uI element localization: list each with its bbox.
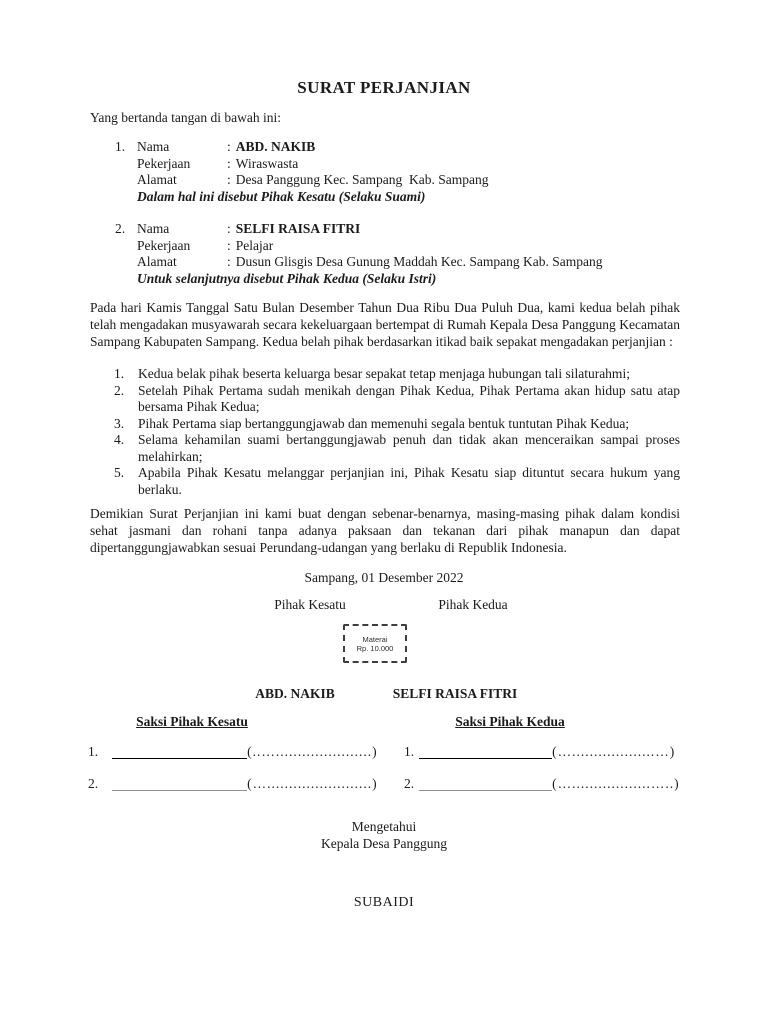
- field-value-occupation: Wiraswasta: [235, 155, 299, 171]
- colon-separator: :: [227, 172, 231, 187]
- colon-separator: :: [227, 139, 231, 154]
- field-label: Alamat: [137, 254, 177, 269]
- colon-separator: :: [227, 155, 231, 171]
- party-2: [90, 221, 680, 287]
- witness-paren-dots: (…........................): [247, 776, 378, 791]
- witness-number: 1.: [404, 744, 415, 759]
- opening-paragraph: Pada hari Kamis Tanggal Satu Bulan Desember Tahun Dua Ribu Dua Puluh Dua, kami kedua belah pihak telah mengadakan musyawarah secara kekeluargaan bertempat di Rumah Kepala Desa Panggung Kecamatan Sampang Kabupaten Sampang. Kedua belah pihak berdasarkan itikad baik sepakat mengadakan perjanjian :: [90, 300, 680, 349]
- signature-blank-line: [419, 778, 552, 791]
- colon-separator: :: [227, 254, 231, 269]
- signature-blank-line: [112, 778, 247, 791]
- party-1-alamat-row: [90, 172, 680, 189]
- party-1: [90, 139, 680, 205]
- party-1-pekerjaan-row: [90, 156, 680, 173]
- term-item: [90, 366, 680, 383]
- witness-number: 2.: [88, 776, 99, 791]
- term-number: 1.: [114, 366, 125, 381]
- witness-paren-dots: (…...................…): [552, 744, 676, 759]
- colon-separator: :: [227, 221, 231, 236]
- signature-blank-line: [419, 746, 552, 759]
- field-label: Alamat: [137, 172, 177, 187]
- term-item: [90, 383, 680, 416]
- term-text: Apabila Pihak Kesatu melanggar perjanjian ini, Pihak Kesatu siap dituntut secara hukum yang berlaku.: [138, 465, 680, 497]
- party-number: 1.: [115, 139, 126, 154]
- endorsement-line2: Kepala Desa Panggung: [321, 836, 447, 851]
- endorsement-line1: Mengetahui: [351, 819, 417, 834]
- signature-name-kesatu: ABD. NAKIB: [255, 686, 335, 701]
- field-label: Pekerjaan: [137, 237, 191, 253]
- term-number: 3.: [114, 415, 125, 431]
- party-2-nama-row: [90, 221, 680, 238]
- field-value-name: SELFI RAISA FITRI: [235, 221, 361, 236]
- witness-heading-kedua: Saksi Pihak Kedua: [455, 714, 565, 729]
- party-2-alamat-row: [90, 254, 680, 271]
- signature-name-kedua: SELFI RAISA FITRI: [392, 686, 518, 701]
- witness-row-left-2: [88, 776, 378, 791]
- stamp-value: Rp. 10.000: [356, 643, 394, 653]
- witness-number: 2.: [404, 776, 415, 791]
- endorsement-block: [0, 818, 768, 852]
- witness-paren-dots: (..…......................): [247, 744, 378, 759]
- witness-row-right-2: [404, 776, 680, 791]
- endorsement-name: SUBAIDI: [353, 895, 415, 910]
- field-value-name: ABD. NAKIB: [235, 139, 316, 154]
- party-1-nama-row: [90, 139, 680, 156]
- field-label: Nama: [137, 221, 170, 236]
- term-number: 2.: [114, 382, 125, 398]
- stamp-label: Materai: [362, 634, 388, 644]
- witness-row-right-1: [404, 744, 675, 759]
- materai-stamp-box: [343, 624, 407, 663]
- intro-line: Yang bertanda tangan di bawah ini:: [90, 110, 281, 125]
- term-text: Kedua belak pihak beserta keluarga besar sepakat tetap menjaga hubungan tali silaturahmi;: [138, 366, 630, 381]
- field-label: Nama: [137, 139, 170, 154]
- witness-row-left-1: [88, 744, 378, 759]
- party-1-designation-note: Dalam hal ini disebut Pihak Kesatu (Selaku Suami): [137, 188, 426, 204]
- term-number: 4.: [114, 432, 125, 447]
- field-label: Pekerjaan: [137, 155, 191, 171]
- role-pihak-kedua: Pihak Kedua: [438, 597, 508, 612]
- signature-blank-line: [112, 746, 247, 759]
- closing-paragraph: Demikian Surat Perjanjian ini kami buat dengan sebenar-benarnya, masing-masing pihak dalam kondisi sehat jasmani dan rohani tanpa adanya paksaan dan tekanan dari pihak manapun dan dapat dipertanggungjawabkan sesuai Perundang-udangan yang berlaku di Republik Indonesia.: [90, 506, 680, 555]
- party-2-pekerjaan-row: [90, 238, 680, 255]
- terms-list: [90, 366, 680, 498]
- colon-separator: :: [227, 237, 231, 253]
- field-value-address: Dusun Glisgis Desa Gunung Maddah Kec. Sampang Kab. Sampang: [235, 254, 603, 269]
- term-item: [90, 432, 680, 465]
- term-item: [90, 465, 680, 498]
- term-text: Selama kehamilan suami bertanggungjawab penuh dan tidak akan menceraikan sampai proses melahirkan;: [138, 432, 680, 464]
- field-value-occupation: Pelajar: [235, 237, 274, 253]
- date-line: Sampang, 01 Desember 2022: [304, 570, 464, 585]
- term-number: 5.: [114, 465, 125, 480]
- term-text: Setelah Pihak Pertama sudah menikah dengan Pihak Kedua, Pihak Pertama akan hidup satu atap bersama Pihak Kedua;: [138, 382, 680, 414]
- witness-number: 1.: [88, 744, 99, 759]
- role-pihak-kesatu: Pihak Kesatu: [274, 597, 346, 612]
- field-value-address: Desa Panggung Kec. Sampang Kab. Sampang: [235, 172, 489, 187]
- term-item: [90, 416, 680, 433]
- party-number: 2.: [115, 221, 126, 236]
- term-text: Pihak Pertama siap bertanggungjawab dan memenuhi segala bentuk tuntutan Pihak Kedua;: [138, 415, 630, 431]
- document-title: SURAT PERJANJIAN: [297, 78, 471, 97]
- witness-heading-kesatu: Saksi Pihak Kesatu: [136, 714, 248, 729]
- party-2-designation-note: Untuk selanjutnya disebut Pihak Kedua (Selaku Istri): [137, 270, 437, 286]
- witness-paren-dots: (…..................…..): [552, 776, 680, 791]
